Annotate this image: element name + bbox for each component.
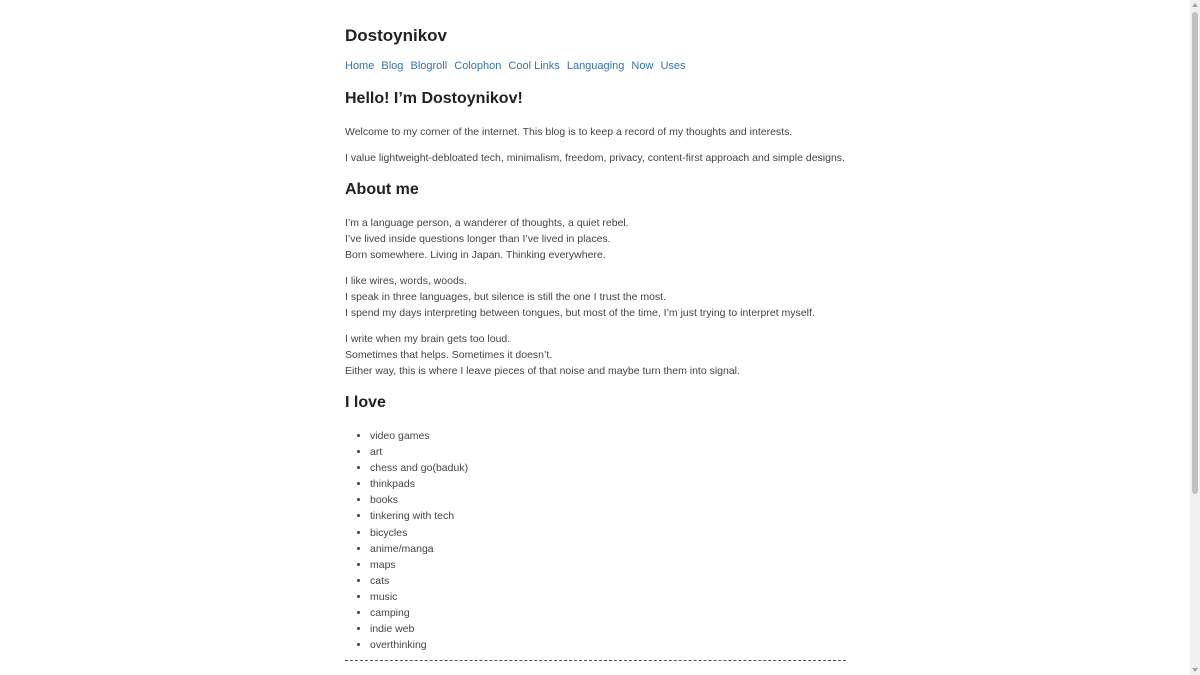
about-line: I write when my brain gets too loud. xyxy=(345,333,511,345)
about-line: I spend my days interpreting between tongues, but most of the time, I’m just trying to interpret myself. xyxy=(345,307,815,319)
list-item: • art xyxy=(370,444,846,460)
nav-link-blogroll[interactable]: Blogroll xyxy=(410,60,448,72)
scrollbar-thumb[interactable] xyxy=(1192,12,1198,494)
list-item: • thinkpads xyxy=(370,476,846,492)
list-item: • bicycles xyxy=(370,525,846,541)
vertical-scrollbar[interactable] xyxy=(1190,0,1200,675)
about-line: Born somewhere. Living in Japan. Thinking everywhere. xyxy=(345,249,606,261)
intro-paragraph-1: Welcome to my corner of the internet. This blog is to keep a record of my thoughts and interests. xyxy=(345,126,793,138)
nav-link-blog[interactable]: Blog xyxy=(381,60,404,72)
main-content xyxy=(345,88,846,653)
list-item: • anime/manga xyxy=(370,541,846,557)
about-paragraph-1 xyxy=(345,215,846,263)
nav-link-colophon[interactable]: Colophon xyxy=(454,60,502,72)
intro-heading: Hello! I’m Dostoynikov! xyxy=(345,90,523,107)
about-paragraph-3 xyxy=(345,331,846,379)
main-nav xyxy=(345,60,690,72)
list-item: • music xyxy=(370,589,846,605)
list-item: • overthinking xyxy=(370,637,846,653)
nav-link-uses[interactable]: Uses xyxy=(660,60,686,72)
about-line: I like wires, words, woods. xyxy=(345,275,467,287)
list-item: • books xyxy=(370,492,846,508)
nav-link-cool-links[interactable]: Cool Links xyxy=(508,60,560,72)
scroll-down-arrow-icon[interactable] xyxy=(1192,668,1198,672)
about-line: I’ve lived inside questions longer than I’ve lived in places. xyxy=(345,233,611,245)
footer-divider xyxy=(345,660,846,661)
about-line: Either way, this is where I leave pieces of that noise and maybe turn them into signal. xyxy=(345,365,740,377)
list-item: • camping xyxy=(370,605,846,621)
site-title[interactable]: Dostoynikov xyxy=(345,26,448,45)
love-heading: I love xyxy=(345,394,386,411)
list-item: • indie web xyxy=(370,621,846,637)
about-line: I speak in three languages, but silence is still the one I trust the most. xyxy=(345,291,667,303)
list-item: • tinkering with tech xyxy=(370,508,846,524)
nav-link-home[interactable]: Home xyxy=(345,60,375,72)
list-item: • chess and go(baduk) xyxy=(370,460,846,476)
nav-link-languaging[interactable]: Languaging xyxy=(566,60,625,72)
list-item: • maps xyxy=(370,557,846,573)
intro-paragraph-2: I value lightweight-debloated tech, minimalism, freedom, privacy, content-first approach and simple designs. xyxy=(345,152,845,164)
about-line: Sometimes that helps. Sometimes it doesn’t. xyxy=(345,349,553,361)
about-line: I’m a language person, a wanderer of thoughts, a quiet rebel. xyxy=(345,217,629,229)
love-list xyxy=(345,428,846,653)
nav-link-now[interactable]: Now xyxy=(631,60,654,72)
scroll-up-arrow-icon[interactable] xyxy=(1192,3,1198,7)
about-heading: About me xyxy=(345,181,419,198)
list-item: • cats xyxy=(370,573,846,589)
about-paragraph-2 xyxy=(345,273,846,321)
list-item: • video games xyxy=(370,428,846,444)
